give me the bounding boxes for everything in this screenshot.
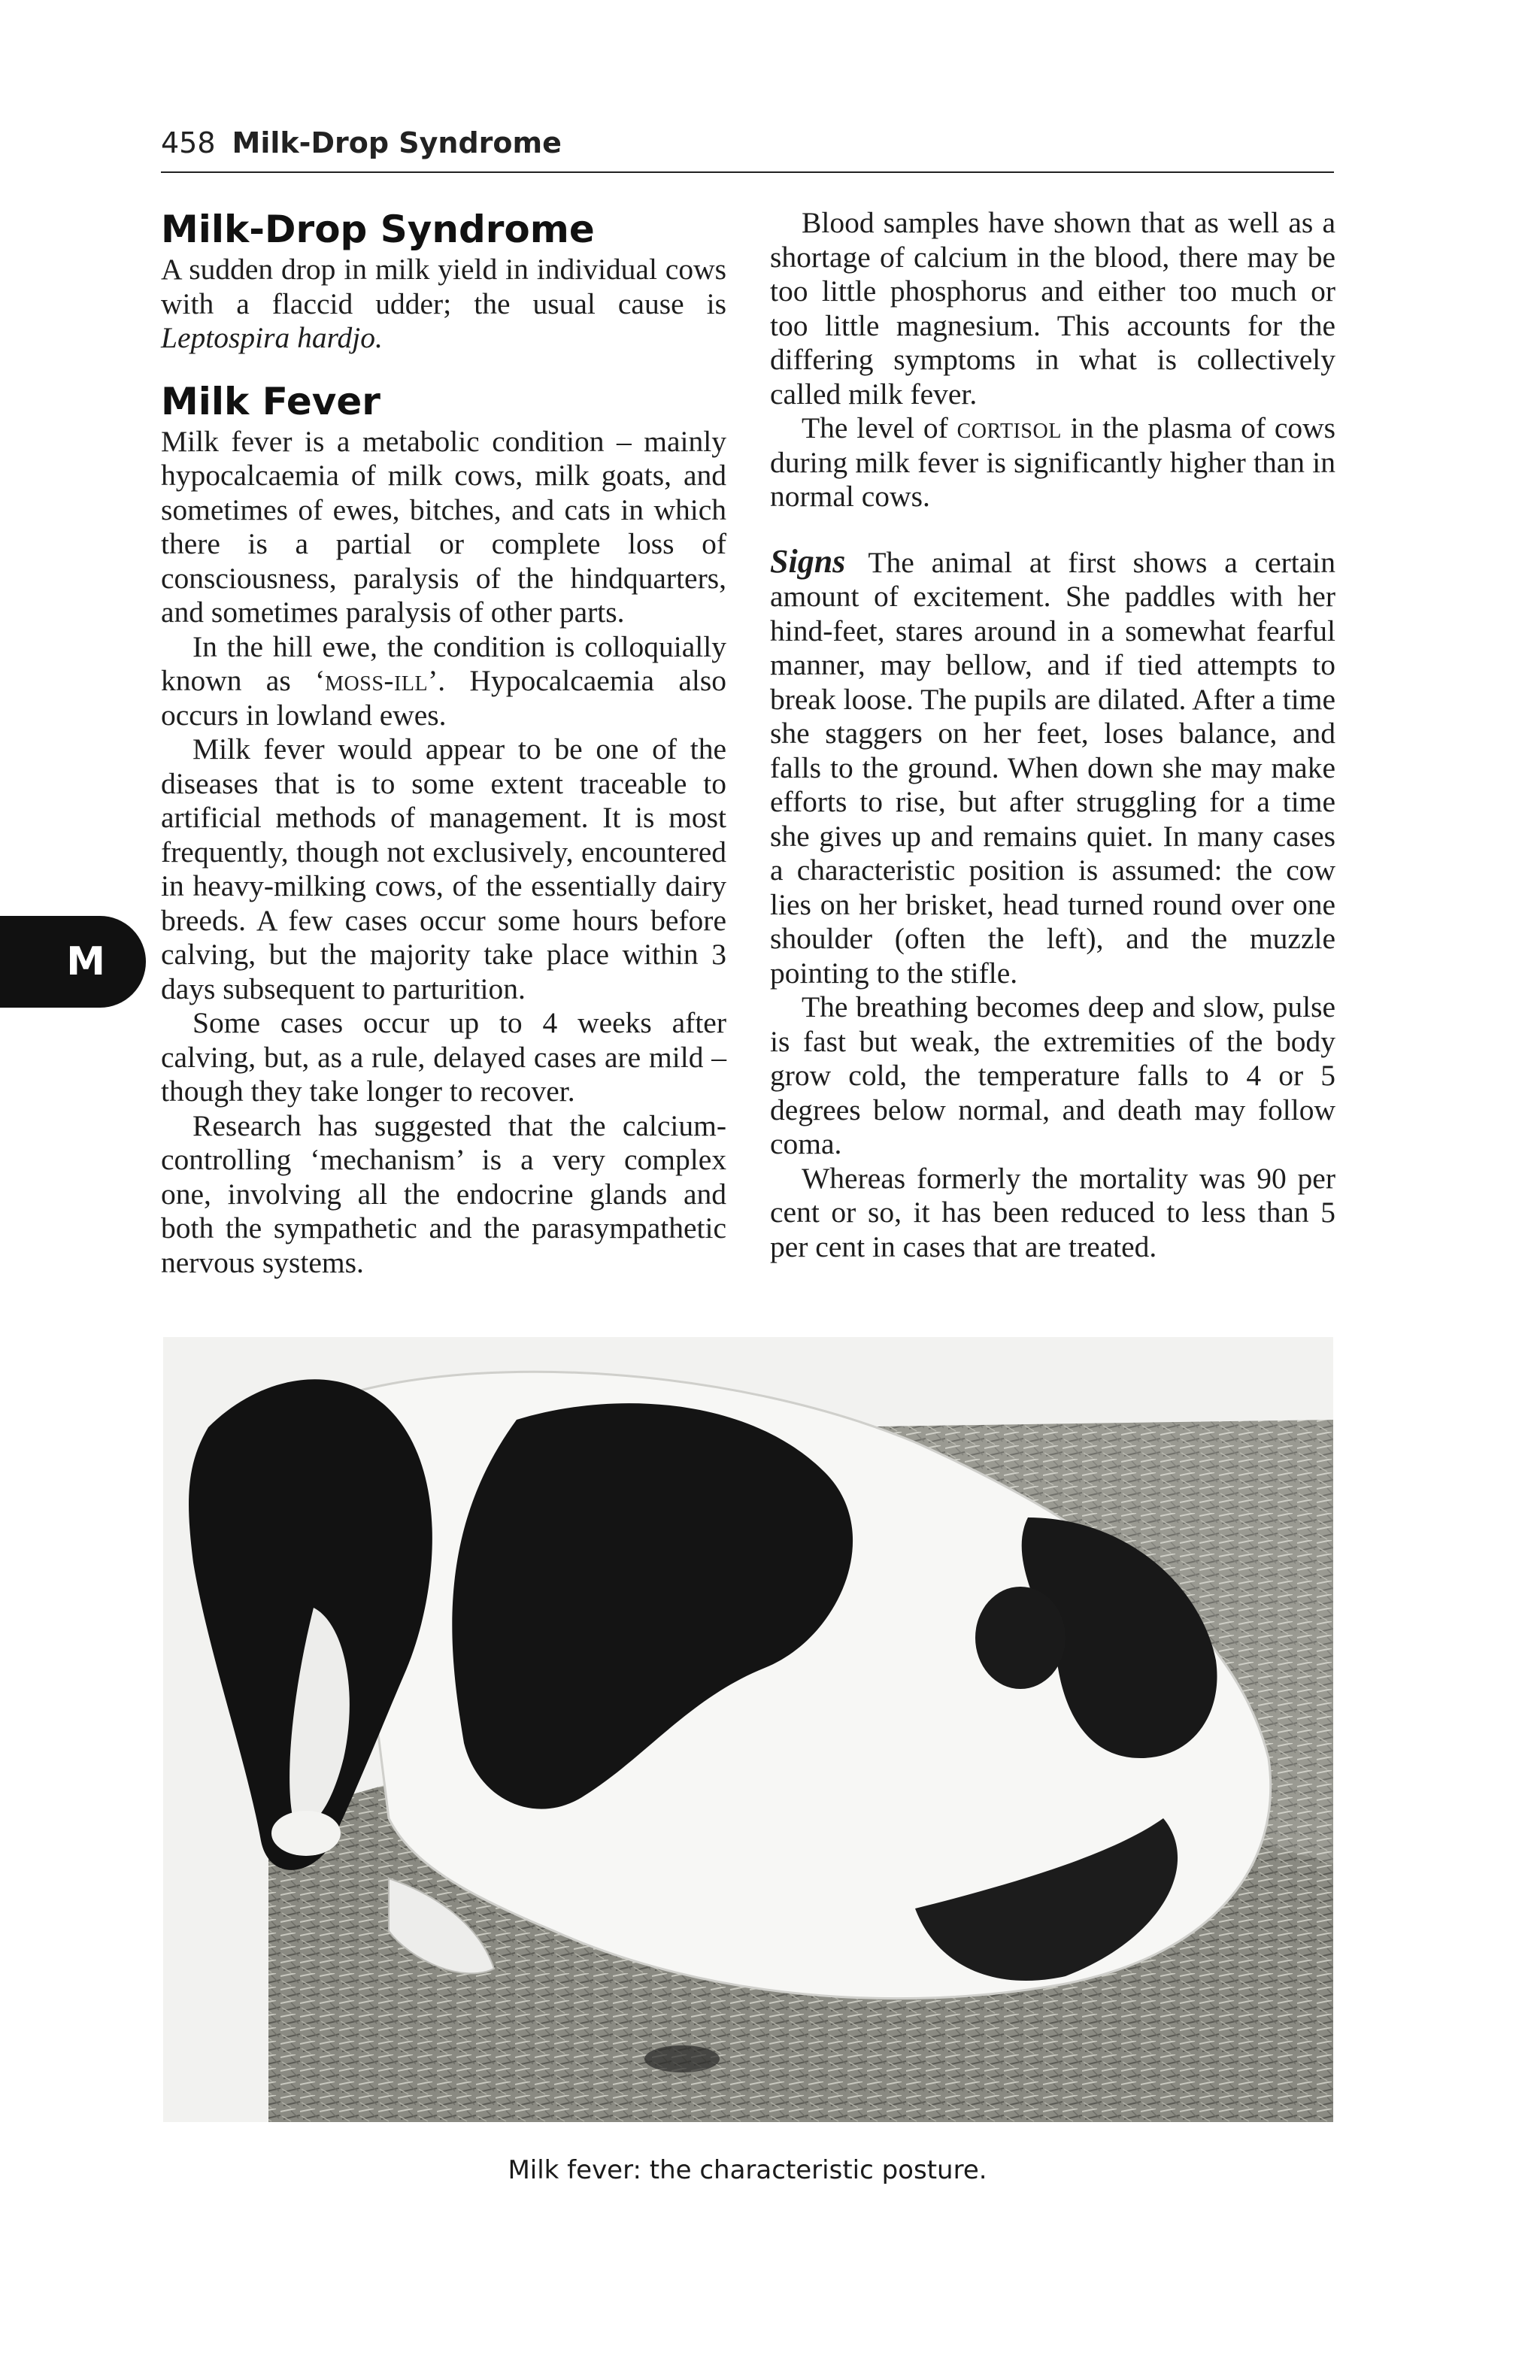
cow-photo-illustration bbox=[163, 1337, 1333, 2122]
cross-reference-cortisol[interactable]: cortisol bbox=[956, 411, 1062, 444]
section-thumb-tab bbox=[0, 916, 146, 1008]
cross-reference-moss-ill[interactable]: moss-ill bbox=[325, 664, 429, 697]
milk-drop-definition: A sudden drop in milk yield in individual cows with a flaccid udder; the usual cause is Leptospira hardjo. bbox=[161, 253, 726, 354]
milk-fever-paragraph-1: Milk fever is a metabolic condition – mainly hypocalcaemia of milk cows, milk goats, and sometimes of ewes, bitches, and cats in which there is a partial or complete loss of consciousness, paralysis of the hindquarters, and sometimes paralysis of other parts. bbox=[161, 424, 726, 629]
cortisol-paragraph: The level of cortisol in the plasma of cows during milk fever is significantly higher than in normal cows. bbox=[770, 411, 1335, 513]
paragraph-gap bbox=[770, 514, 1335, 544]
heading-milk-drop-syndrome: Milk-Drop Syndrome bbox=[161, 208, 595, 251]
milk-fever-paragraph-4: Some cases occur up to 4 weeks after calving, but, as a rule, delayed cases are mild – though they take longer to recover. bbox=[161, 1006, 726, 1108]
running-head-title: Milk-Drop Syndrome bbox=[232, 126, 562, 159]
signs-paragraph: Signs The animal at first shows a certain amount of excitement. She paddles with her hind-feet, stares around in a somewhat fearful manner, may bellow, and if tied attempts to break loose. The pupils are dilated. After a time she staggers on her feet, loses balance, and falls to the ground. When down she may make efforts to rise, but after struggling for a time she gives up and remains quiet. In many cases a characteristic position is assumed: the cow lies on her brisket, head turned round over one shoulder (often the left), and the muzzle pointing to the stifle. bbox=[770, 542, 1335, 990]
milk-fever-paragraph-3: Milk fever would appear to be one of the diseases that is to some extent traceable to artificial methods of management. It is most frequently, though not exclusively, encountered in heavy-milking cows, of the essentially dairy breeds. A few cases occur some hours before calving, but the majority take place within 3 days subsequent to parturition. bbox=[161, 732, 726, 1005]
right-column bbox=[770, 206, 1335, 1264]
signs-subheading: Signs bbox=[770, 542, 846, 580]
running-head bbox=[161, 126, 1334, 159]
heading-milk-fever: Milk Fever bbox=[161, 379, 380, 423]
figure-caption: Milk fever: the characteristic posture. bbox=[508, 2155, 987, 2185]
section-tab-letter: M bbox=[66, 939, 105, 984]
left-column bbox=[161, 206, 726, 1280]
blood-samples-paragraph: Blood samples have shown that as well as a shortage of calcium in the blood, there may be too little phosphorus and either too much or too little magnesium. This accounts for the differing symptoms in what is collectively called milk fever. bbox=[770, 206, 1335, 411]
milk-fever-paragraph-2: In the hill ewe, the condition is colloquially known as ‘moss-ill’. Hypocalcaemia also occurs in lowland ewes. bbox=[161, 629, 726, 732]
milk-fever-paragraph-5: Research has suggested that the calcium-controlling ‘mechanism’ is a very complex one, involving all the endocrine glands and both the sympathetic and the parasympathetic nervous systems. bbox=[161, 1108, 726, 1279]
header-rule bbox=[161, 171, 1334, 173]
pathogen-name: Leptospira hardjo. bbox=[161, 321, 383, 354]
breathing-paragraph: The breathing becomes deep and slow, pulse is fast but weak, the extremities of the body grow cold, the temperature falls to 4 or 5 degrees below normal, and death may follow coma. bbox=[770, 990, 1335, 1160]
mortality-paragraph: Whereas formerly the mortality was 90 per cent or so, it has been reduced to less than 5 per cent in cases that are treated. bbox=[770, 1161, 1335, 1263]
figure-photo-cow bbox=[163, 1337, 1333, 2122]
page-number: 458 bbox=[161, 126, 216, 159]
